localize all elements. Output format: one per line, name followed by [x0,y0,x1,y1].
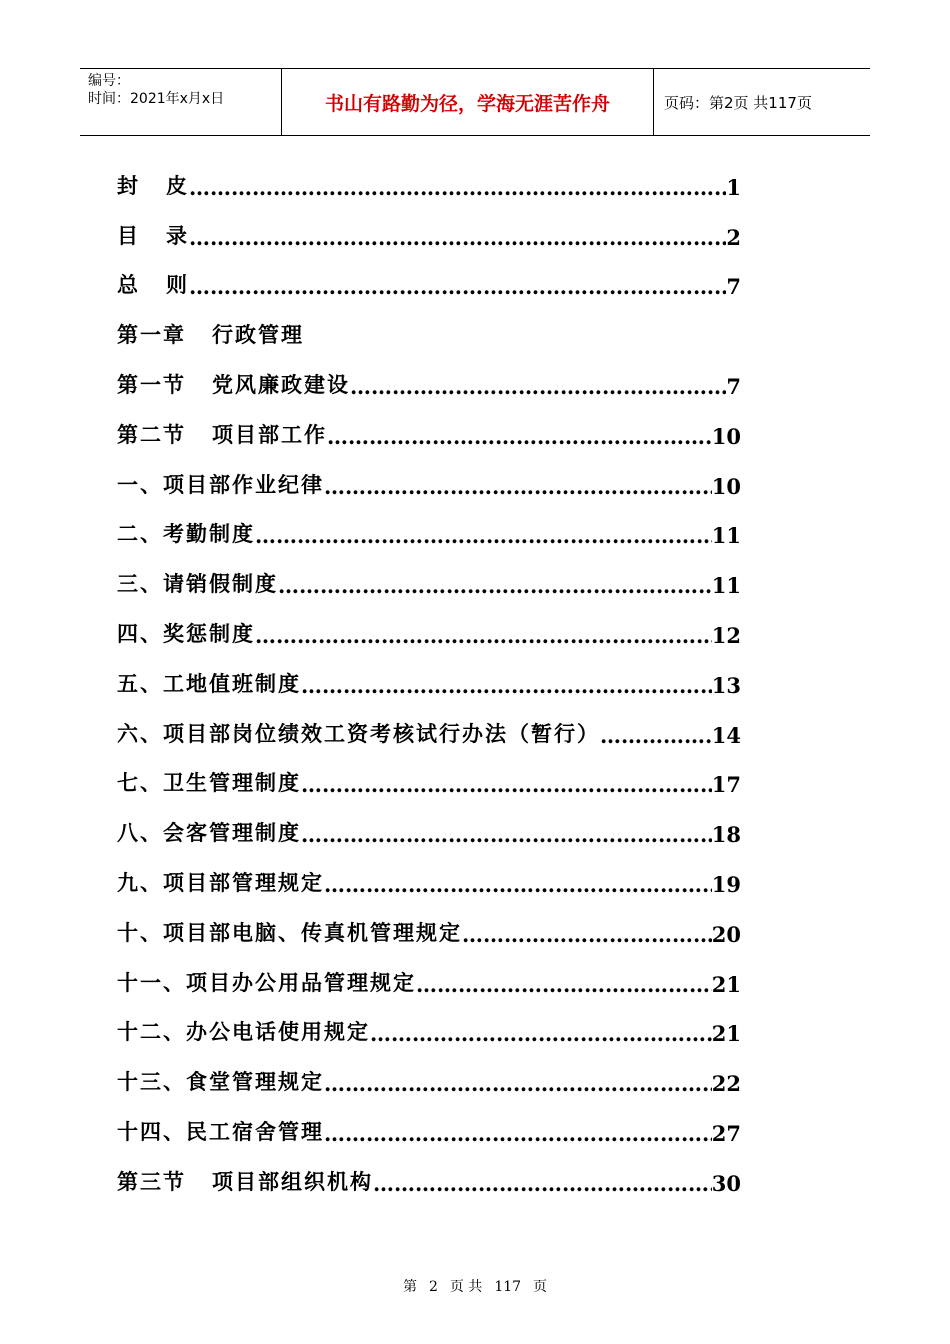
toc-row[interactable] [117,809,741,859]
toc-title: 第一章 行政管理 [117,322,304,348]
toc-page-number: 13 [711,672,741,698]
toc-page-number: 20 [711,921,741,947]
toc-leader [600,723,712,748]
toc-title: 十、项目部电脑、传真机管理规定 [117,919,462,945]
toc-page-number: 19 [711,871,741,897]
toc-leader [327,424,712,449]
time-label: 时间：2021年x月x日 [88,91,225,107]
toc-title: 六、项目部岗位绩效工资考核试行办法（暂行） [117,720,600,746]
toc-row[interactable] [117,212,741,262]
toc-leader [189,274,726,299]
toc-row[interactable] [117,610,741,660]
header-motto: 书山有路勤为径，学海无涯苦作舟 [282,69,654,135]
toc-page-number: 22 [711,1071,741,1097]
toc-leader [301,772,712,797]
toc-title: 封 皮 [117,172,189,198]
toc-title: 七、卫生管理制度 [117,770,301,796]
toc-page-number: 2 [726,224,741,250]
toc-row[interactable] [117,162,741,212]
toc-row[interactable] [117,560,741,610]
toc-row[interactable] [117,311,741,361]
toc-row[interactable] [117,1158,741,1208]
toc-title: 一、项目部作业纪律 [117,471,324,497]
toc-leader [416,972,712,997]
toc-page-number: 21 [711,971,741,997]
toc-page-number: 12 [711,622,741,648]
toc-leader [324,474,712,499]
toc-leader [324,1121,712,1146]
page-header [80,68,870,136]
toc-title: 第一节 党风廉政建设 [117,371,350,397]
toc-title: 十三、食堂管理规定 [117,1069,324,1095]
toc-row[interactable] [117,760,741,810]
toc-title: 总 则 [117,272,189,298]
toc-page-number: 10 [711,423,741,449]
toc-row[interactable] [117,959,741,1009]
toc-row[interactable] [117,660,741,710]
toc-leader [189,225,726,250]
toc-title: 五、工地值班制度 [117,670,301,696]
toc-row[interactable] [117,411,741,461]
toc-leader [255,523,712,548]
toc-leader [301,822,712,847]
footer-middle: 页 共 [449,1279,483,1295]
header-meta [80,69,282,135]
toc-leader [324,872,712,897]
footer-suffix: 页 [533,1279,548,1295]
toc-title: 二、考勤制度 [117,521,255,547]
toc-page-number: 21 [711,1021,741,1047]
toc-page-number: 10 [711,473,741,499]
toc-page-number: 14 [711,722,741,748]
toc-title: 十二、办公电话使用规定 [117,1019,370,1045]
toc-title: 三、请销假制度 [117,571,278,597]
toc-page-number: 30 [711,1170,741,1196]
toc-title: 第三节 项目部组织机构 [117,1168,373,1194]
toc-leader [370,1021,712,1046]
toc-leader [255,623,712,648]
toc-page-number: 11 [711,523,741,549]
toc-row[interactable] [117,1009,741,1059]
toc-page-number: 18 [711,822,741,848]
toc-row[interactable] [117,1058,741,1108]
toc-title: 第二节 项目部工作 [117,421,327,447]
page-footer [0,1276,950,1296]
toc-page-number: 27 [711,1120,741,1146]
toc-row[interactable] [117,361,741,411]
toc-title: 十一、项目办公用品管理规定 [117,969,416,995]
toc-page-number: 17 [711,772,741,798]
toc-row[interactable] [117,511,741,561]
toc-leader [462,922,712,947]
toc-title: 十四、民工宿舍管理 [117,1118,324,1144]
toc-page-number: 1 [726,174,741,200]
toc-leader [301,673,712,698]
number-label: 编号： [88,73,130,89]
toc-row[interactable] [117,859,741,909]
toc-row[interactable] [117,710,741,760]
toc-leader [278,573,712,598]
toc-title: 目 录 [117,222,189,248]
toc-leader [350,374,726,399]
toc-title: 八、会客管理制度 [117,820,301,846]
toc-row[interactable] [117,461,741,511]
footer-prefix: 第 [402,1279,417,1295]
toc-page-number: 7 [726,373,741,399]
toc-leader [373,1171,712,1196]
toc-leader [324,1071,712,1096]
toc-page-number: 7 [726,274,741,300]
toc-row[interactable] [117,262,741,312]
toc-row[interactable] [117,1108,741,1158]
toc-page-number: 11 [711,573,741,599]
toc-row[interactable] [117,909,741,959]
toc-title: 九、项目部管理规定 [117,869,324,895]
footer-total: 117 [494,1279,522,1295]
footer-page: 2 [428,1279,438,1295]
table-of-contents [117,162,741,1208]
toc-title: 四、奖惩制度 [117,620,255,646]
header-page-info: 页码：第2页 共117页 [664,93,812,112]
toc-leader [189,175,726,200]
